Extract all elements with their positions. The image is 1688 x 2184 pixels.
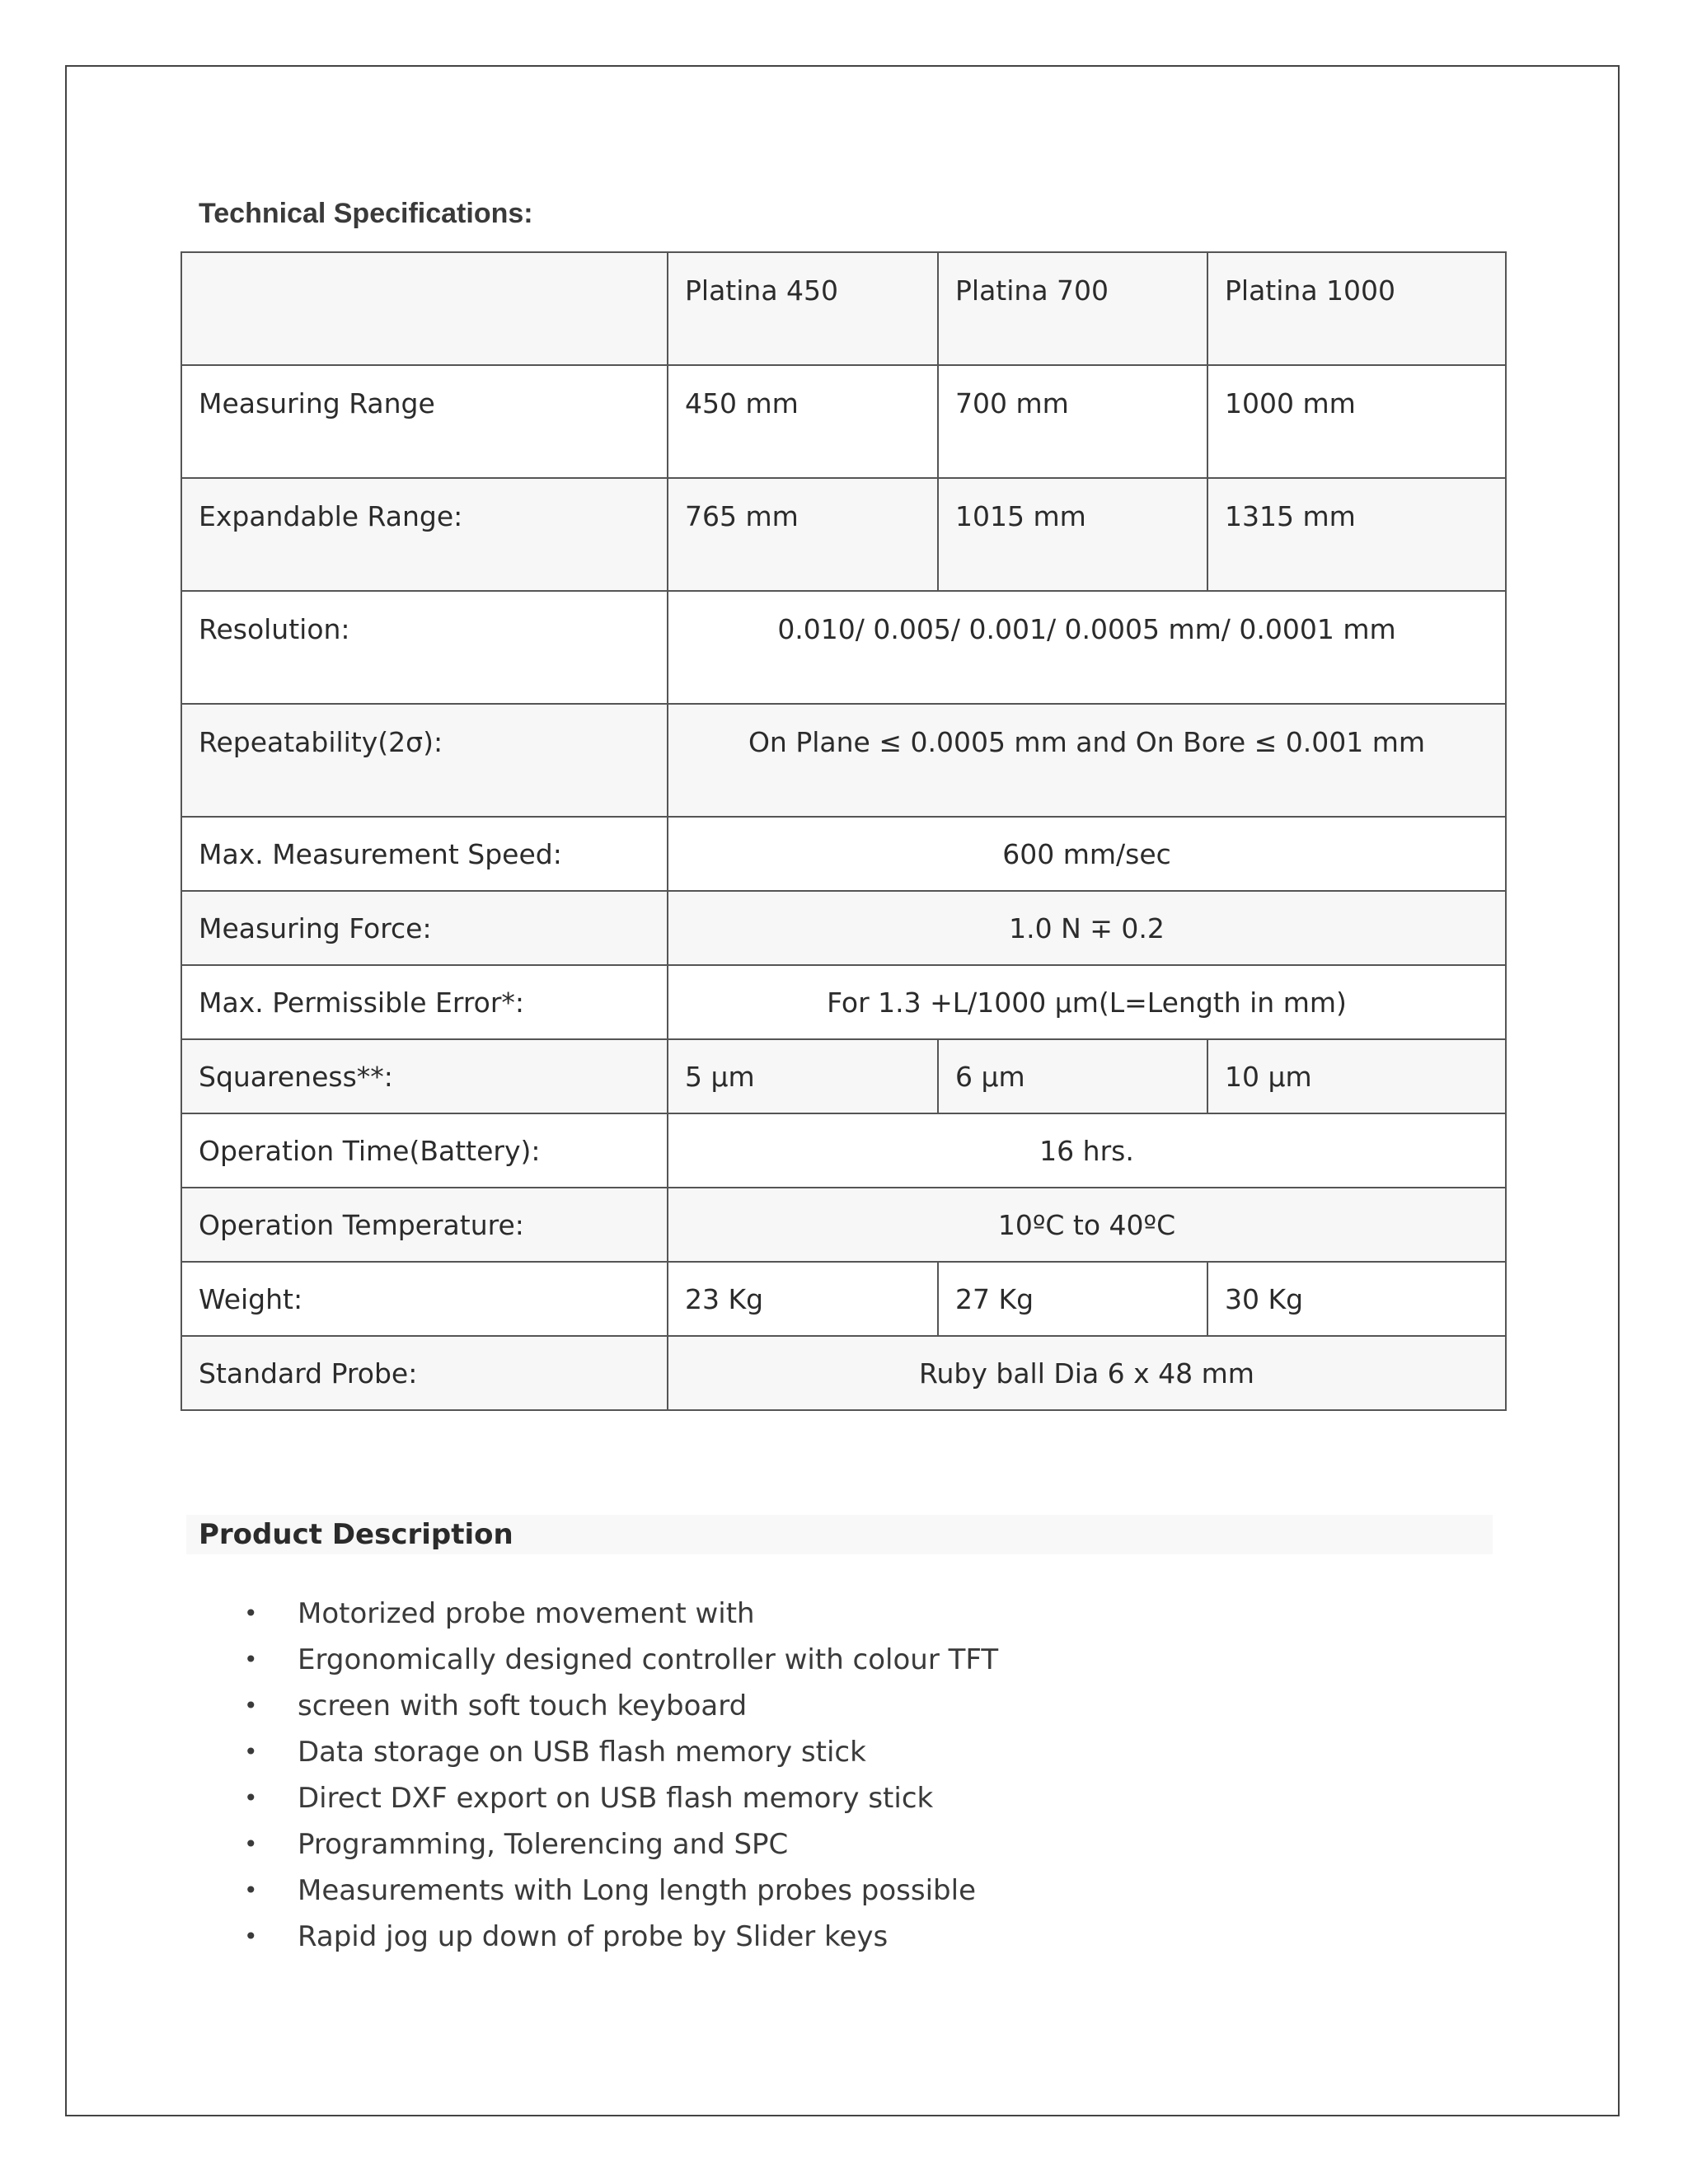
- list-item: [199, 1821, 998, 1868]
- header-cell-empty: [181, 252, 668, 365]
- header-cell-platina-1000: Platina 1000: [1207, 252, 1506, 365]
- bullet-icon: •: [244, 1784, 258, 1811]
- cell-value-spanning: On Plane ≤ 0.0005 mm and On Bore ≤ 0.001 mm: [668, 704, 1506, 817]
- table-row: [181, 1188, 1506, 1262]
- list-item-text: Direct DXF export on USB flash memory stick: [298, 1782, 934, 1815]
- cell-value-spanning: 1.0 N ∓ 0.2: [668, 891, 1506, 965]
- list-item-text: Motorized probe movement with: [298, 1597, 755, 1630]
- cell-value: 27 Kg: [938, 1262, 1207, 1336]
- cell-value: 6 µm: [938, 1039, 1207, 1113]
- cell-value: 1315 mm: [1207, 478, 1506, 591]
- section-heading-technical-specifications: Technical Specifications:: [199, 198, 533, 229]
- list-item: [199, 1775, 998, 1821]
- cell-value: 1015 mm: [938, 478, 1207, 591]
- cell-value: 23 Kg: [668, 1262, 938, 1336]
- table-row: [181, 891, 1506, 965]
- specifications-table: [181, 251, 1507, 1411]
- bullet-icon: •: [244, 1877, 258, 1904]
- table-row: [181, 1039, 1506, 1113]
- row-label: Measuring Range: [181, 365, 668, 478]
- bullet-icon: •: [244, 1923, 258, 1950]
- header-cell-platina-450: Platina 450: [668, 252, 938, 365]
- cell-value: 10 µm: [1207, 1039, 1506, 1113]
- cell-value-spanning: 600 mm/sec: [668, 817, 1506, 891]
- cell-value: 450 mm: [668, 365, 938, 478]
- list-item-text: screen with soft touch keyboard: [298, 1690, 748, 1722]
- list-item: [199, 1914, 998, 1960]
- bullet-icon: •: [244, 1830, 258, 1858]
- feature-list: [199, 1591, 998, 1960]
- row-label: Expandable Range:: [181, 478, 668, 591]
- cell-value: 700 mm: [938, 365, 1207, 478]
- table-row: [181, 1262, 1506, 1336]
- section-heading-product-description: Product Description: [186, 1515, 1493, 1554]
- cell-value: 30 Kg: [1207, 1262, 1506, 1336]
- cell-value-spanning: 16 hrs.: [668, 1113, 1506, 1188]
- cell-value-spanning: 10ºC to 40ºC: [668, 1188, 1506, 1262]
- list-item-text: Measurements with Long length probes possible: [298, 1874, 976, 1907]
- row-label: Weight:: [181, 1262, 668, 1336]
- table-row: [181, 965, 1506, 1039]
- bullet-icon: •: [244, 1600, 258, 1627]
- row-label: Repeatability(2σ):: [181, 704, 668, 817]
- table-row: [181, 1113, 1506, 1188]
- cell-value: 765 mm: [668, 478, 938, 591]
- table-row: [181, 704, 1506, 817]
- table-row: [181, 1336, 1506, 1410]
- table-row: [181, 478, 1506, 591]
- row-label: Max. Measurement Speed:: [181, 817, 668, 891]
- list-item-text: Ergonomically designed controller with colour TFT: [298, 1643, 999, 1676]
- table-row: [181, 365, 1506, 478]
- bullet-icon: •: [244, 1738, 258, 1765]
- list-item: [199, 1591, 998, 1637]
- list-item: [199, 1868, 998, 1914]
- cell-value-spanning: 0.010/ 0.005/ 0.001/ 0.0005 mm/ 0.0001 mm: [668, 591, 1506, 704]
- list-item: [199, 1729, 998, 1775]
- table-row: [181, 591, 1506, 704]
- list-item-text: Rapid jog up down of probe by Slider keys: [298, 1920, 889, 1953]
- list-item-text: Data storage on USB flash memory stick: [298, 1736, 866, 1769]
- cell-value-spanning: Ruby ball Dia 6 x 48 mm: [668, 1336, 1506, 1410]
- row-label: Standard Probe:: [181, 1336, 668, 1410]
- cell-value-spanning: For 1.3 +L/1000 µm(L=Length in mm): [668, 965, 1506, 1039]
- list-item: [199, 1683, 998, 1729]
- row-label: Measuring Force:: [181, 891, 668, 965]
- row-label: Resolution:: [181, 591, 668, 704]
- row-label: Operation Time(Battery):: [181, 1113, 668, 1188]
- cell-value: 1000 mm: [1207, 365, 1506, 478]
- table-row: [181, 817, 1506, 891]
- row-label: Squareness**:: [181, 1039, 668, 1113]
- row-label: Operation Temperature:: [181, 1188, 668, 1262]
- list-item-text: Programming, Tolerencing and SPC: [298, 1828, 789, 1861]
- row-label: Max. Permissible Error*:: [181, 965, 668, 1039]
- bullet-icon: •: [244, 1692, 258, 1719]
- bullet-icon: •: [244, 1646, 258, 1673]
- header-cell-platina-700: Platina 700: [938, 252, 1207, 365]
- table-header-row: [181, 252, 1506, 365]
- list-item: [199, 1637, 998, 1683]
- cell-value: 5 µm: [668, 1039, 938, 1113]
